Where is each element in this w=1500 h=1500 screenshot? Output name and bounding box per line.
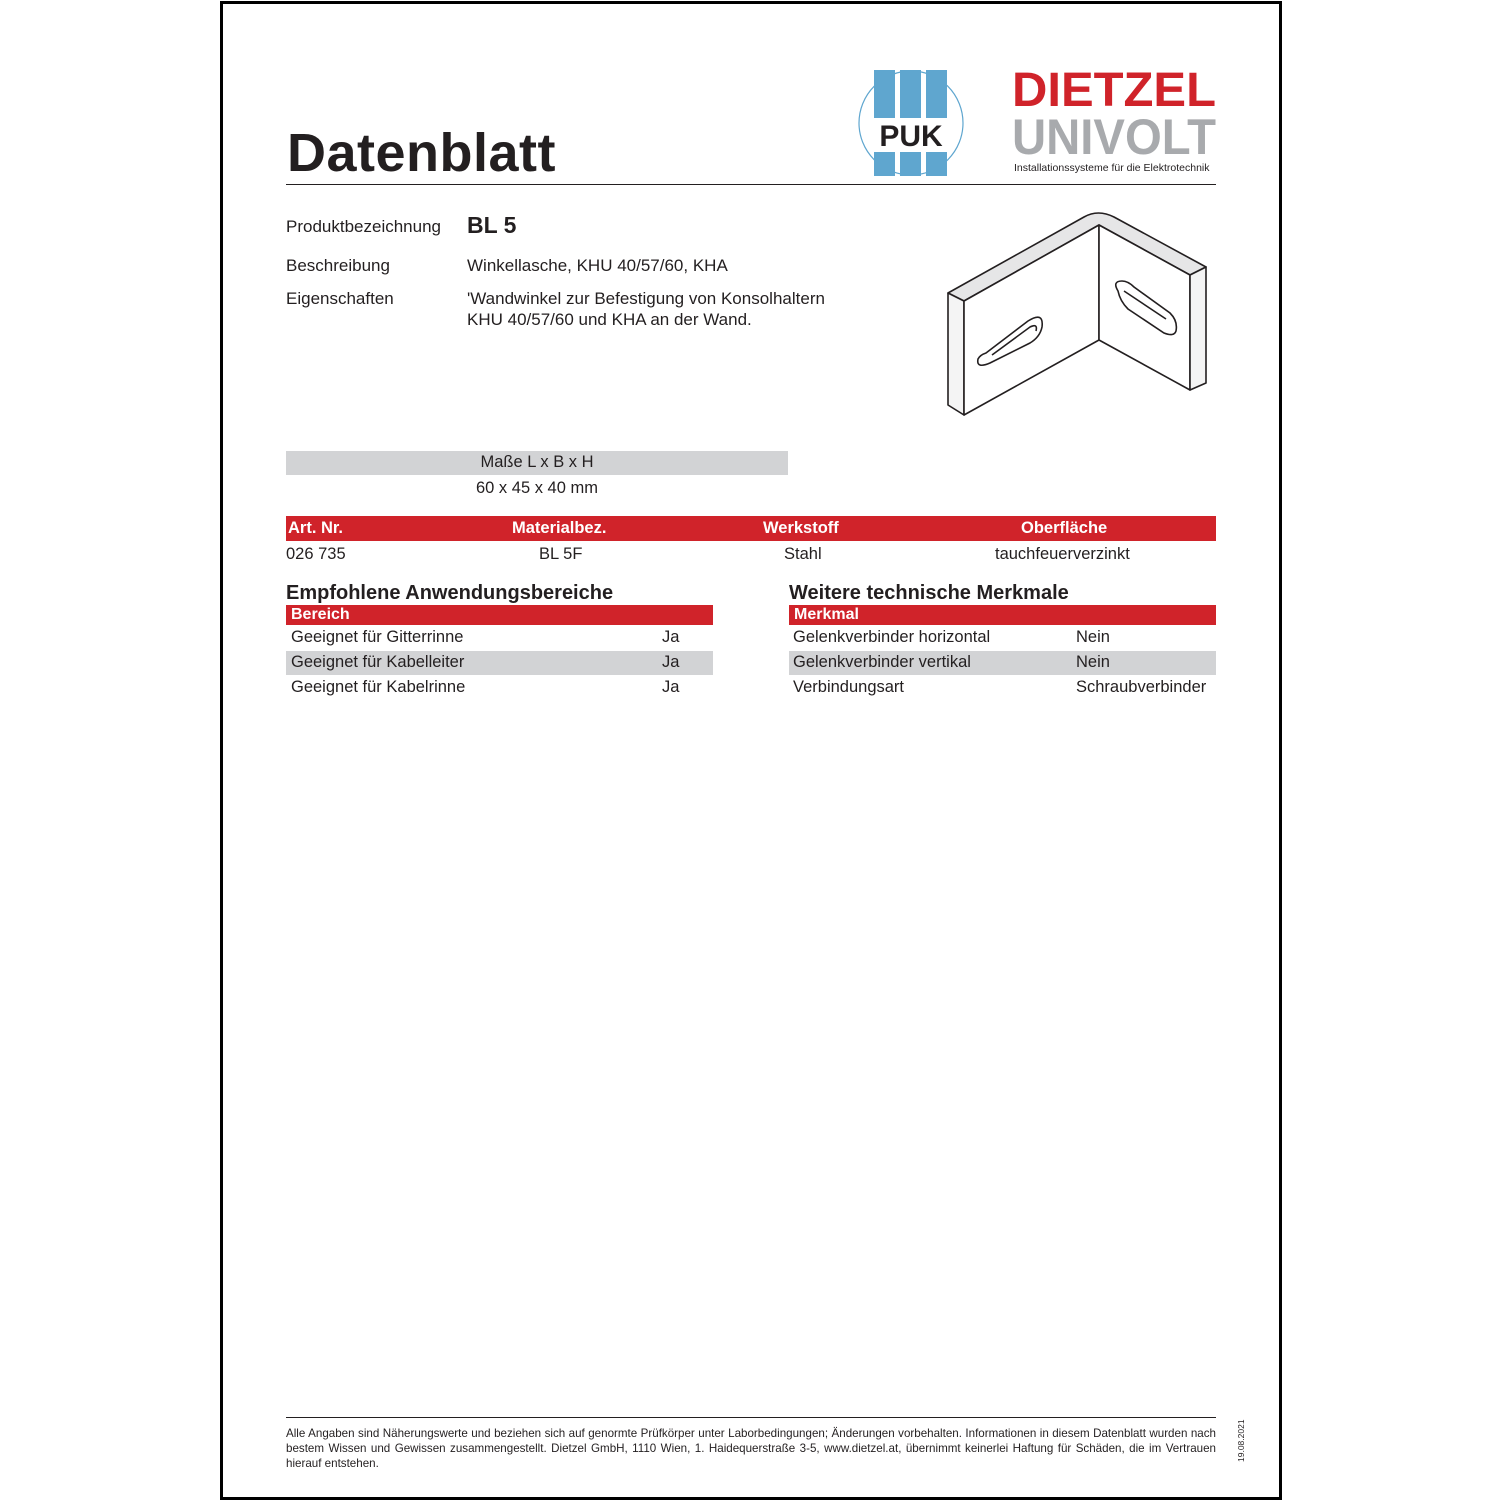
- feature-label: Gelenkverbinder horizontal: [793, 628, 991, 646]
- feature-label: Gelenkverbinder vertikal: [793, 653, 971, 671]
- document-date: 19.08.2021: [1236, 1419, 1246, 1462]
- table-row: [286, 542, 1216, 566]
- puk-logo-text: PUK: [879, 120, 943, 153]
- application-value: Ja: [662, 678, 680, 696]
- footer-disclaimer: Alle Angaben sind Näherungswerte und beziehen sich auf genormte Prüfkörper unter Laborbedingungen; Änderungen vorbehalten. Informationen in diesem Datenblatt wurden nach bestem Wissen und Gewissen zusammengestellt. Dietzel GmbH, 1110 Wien, 1. Haidequerstraße 3-5, www.dietzel.at, übernimmt keinerlei Haftung für Schäden, die im Vertrauen hierauf entstehen.: [286, 1427, 1216, 1470]
- list-item: [789, 626, 1216, 650]
- list-item: [789, 651, 1216, 675]
- cell-materialbez: BL 5F: [539, 545, 583, 563]
- list-item: [286, 626, 713, 650]
- list-item: [286, 651, 713, 675]
- properties-line-1: 'Wandwinkel zur Befestigung von Konsolhaltern: [467, 289, 825, 308]
- features-header: [789, 605, 1216, 625]
- application-value: Ja: [662, 653, 680, 671]
- feature-value: Schraubverbinder: [1076, 678, 1207, 696]
- feature-label: Verbindungsart: [793, 678, 904, 696]
- applications-list: [286, 626, 713, 702]
- properties-line-2: KHU 40/57/60 und KHA an der Wand.: [467, 310, 752, 329]
- applications-title: Empfohlene Anwendungsbereiche: [286, 582, 614, 604]
- puk-logo: [855, 68, 967, 178]
- univolt-logo-text: UNIVOLT: [1012, 109, 1216, 160]
- header-materialbez: Materialbez.: [512, 519, 607, 537]
- application-label: Geeignet für Kabelrinne: [291, 678, 466, 696]
- cell-art-nr: 026 735: [286, 545, 346, 563]
- list-item: [286, 676, 713, 700]
- cell-oberflaeche: tauchfeuerverzinkt: [995, 545, 1130, 563]
- dimensions-value: 60 x 45 x 40 mm: [476, 479, 598, 497]
- page-title: Datenblatt: [287, 123, 557, 183]
- dimensions-label: Maße L x B x H: [480, 453, 594, 471]
- dietzel-logo-text: DIETZEL: [1012, 66, 1216, 117]
- properties-label: Eigenschaften: [286, 289, 394, 308]
- list-item: [789, 676, 1216, 700]
- application-label: Geeignet für Kabelleiter: [291, 653, 465, 671]
- footer-divider: [286, 1417, 1216, 1418]
- brand-tagline: Installationssysteme für die Elektrotechnik: [1014, 162, 1210, 174]
- features-header-label: Merkmal: [794, 606, 859, 623]
- header-oberflaeche: Oberfläche: [1021, 519, 1108, 537]
- application-label: Geeignet für Gitterrinne: [291, 628, 464, 646]
- feature-value: Nein: [1076, 628, 1110, 646]
- product-name-label: Produktbezeichnung: [286, 217, 442, 236]
- cell-werkstoff: Stahl: [784, 545, 822, 563]
- product-drawing-angle-bracket: [942, 205, 1216, 425]
- feature-value: Nein: [1076, 653, 1110, 671]
- title-divider: [286, 184, 1216, 185]
- header-art-nr: Art. Nr.: [288, 519, 344, 537]
- article-table-header: [286, 516, 1216, 541]
- applications-header: [286, 605, 713, 625]
- product-name-value: BL 5: [467, 212, 517, 238]
- features-list: [789, 626, 1216, 702]
- application-value: Ja: [662, 628, 680, 646]
- description-value: Winkellasche, KHU 40/57/60, KHA: [467, 256, 728, 275]
- header-werkstoff: Werkstoff: [763, 519, 839, 537]
- dietzel-univolt-logo: [1012, 66, 1218, 160]
- features-title: Weitere technische Merkmale: [789, 582, 1069, 604]
- description-label: Beschreibung: [286, 256, 390, 275]
- applications-header-label: Bereich: [291, 606, 350, 623]
